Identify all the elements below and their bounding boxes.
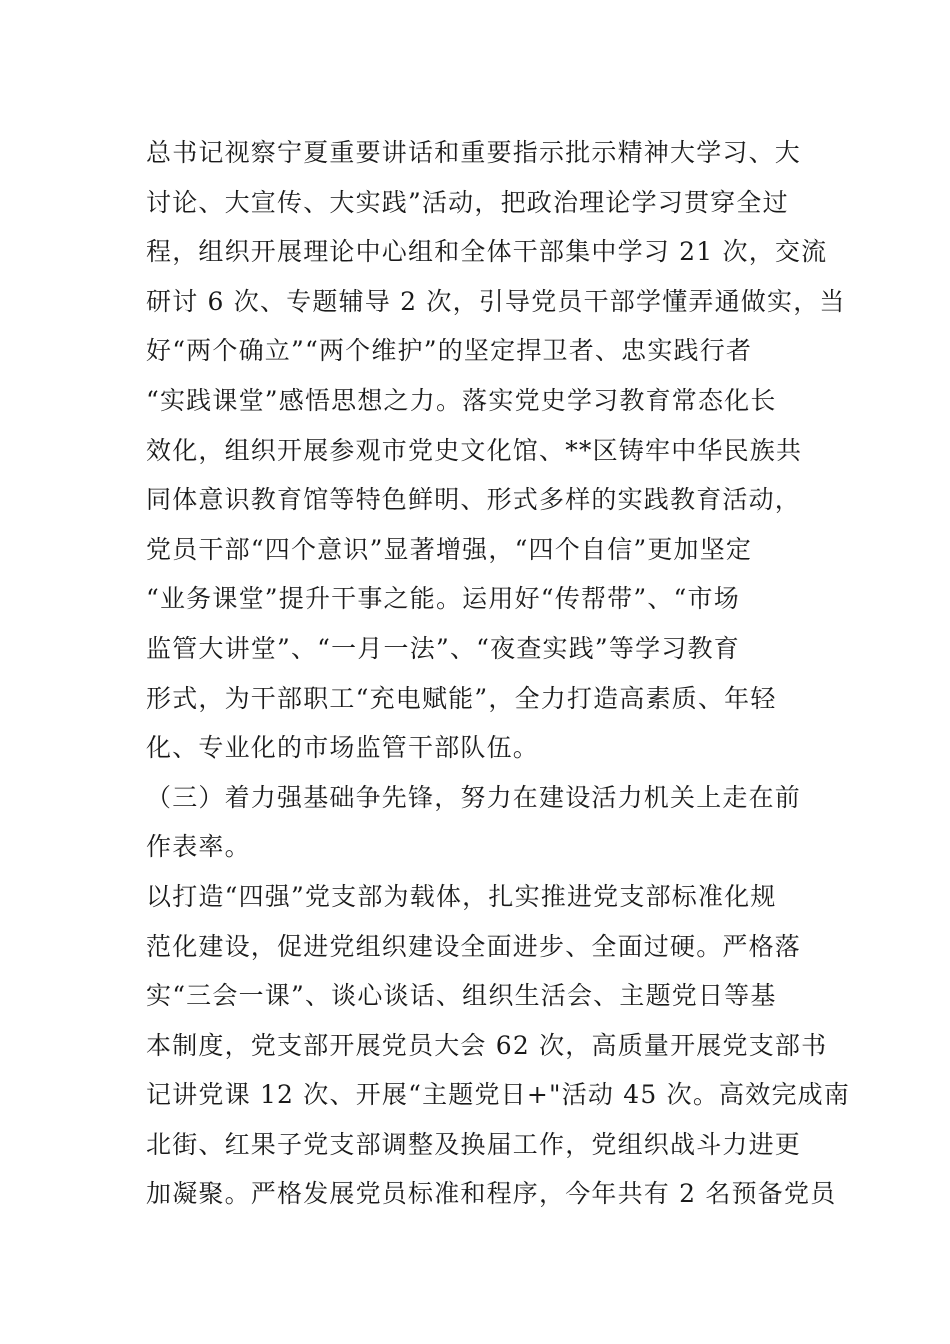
text-line: 记讲党课 12 次、开展“主题党日+"活动 45 次。高效完成南 xyxy=(146,1080,851,1110)
text-line: “实践课堂”感悟思想之力。落实党史学习教育常态化长 xyxy=(146,385,777,415)
text-line: 本制度，党支部开展党员大会 62 次，高质量开展党支部书 xyxy=(146,1030,828,1060)
section-heading-line: 作表率。 xyxy=(146,832,251,862)
text-line: 讨论、大宣传、大实践”活动，把政治理论学习贯穿全过 xyxy=(146,187,789,217)
text-line: 北街、红果子党支部调整及换届工作，党组织战斗力进更 xyxy=(146,1129,802,1159)
text-line: 同体意识教育馆等特色鲜明、形式多样的实践教育活动， xyxy=(146,485,802,515)
text-line: 形式，为干部职工“充电赋能”，全力打造高素质、年轻 xyxy=(146,683,777,713)
text-line: 监管大讲堂”、“一月一法”、“夜查实践”等学习教育 xyxy=(146,633,740,663)
text-line: 以打造“四强”党支部为载体，扎实推进党支部标准化规 xyxy=(146,881,777,911)
text-line: 党员干部“四个意识”显著增强，“四个自信”更加坚定 xyxy=(146,534,753,564)
text-line: “业务课堂”提升干事之能。运用好“传帮带”、“市场 xyxy=(146,584,740,614)
text-line: 效化，组织开展参观市党史文化馆、**区铸牢中华民族共 xyxy=(146,435,803,465)
text-line: 程，组织开展理论中心组和全体干部集中学习 21 次，交流 xyxy=(146,237,828,267)
text-line: 范化建设，促进党组织建设全面进步、全面过硬。严格落 xyxy=(146,931,802,961)
text-line: 加凝聚。严格发展党员标准和程序，今年共有 2 名预备党员 xyxy=(146,1179,837,1209)
section-heading-line: （三）着力强基础争先锋，努力在建设活力机关上走在前 xyxy=(146,782,802,812)
text-line: 研讨 6 次、专题辅导 2 次，引导党员干部学懂弄通做实，当 xyxy=(146,286,846,316)
text-line: 总书记视察宁夏重要讲话和重要指示批示精神大学习、大 xyxy=(146,138,802,167)
body-text xyxy=(146,128,851,1219)
text-line: 化、专业化的市场监管干部队伍。 xyxy=(146,733,540,763)
text-line: 好“两个确立”“两个维护”的坚定捍卫者、忠实践行者 xyxy=(146,336,753,366)
text-line: 实“三会一课”、谈心谈话、组织生活会、主题党日等基 xyxy=(146,981,777,1011)
